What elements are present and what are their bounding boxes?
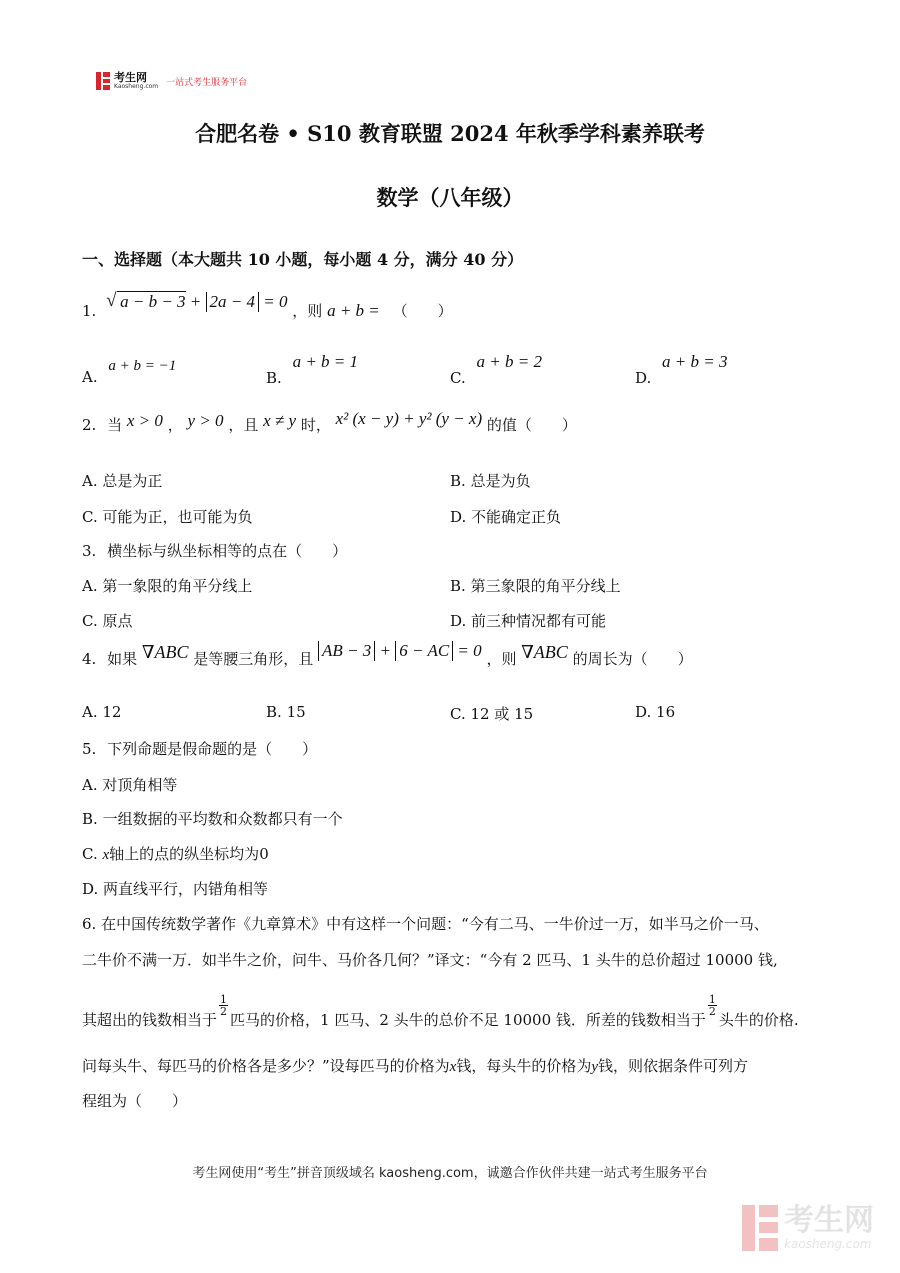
q6-line-3: 其超出的钱数相当于 $\frac{1}{2}$ 匹马的价格，1 匹马、2 头牛的总价不足 10000 钱．所差的钱数相当于 $\frac{1}{2}$ 头牛的价格.	[82, 992, 799, 1029]
q3-option-d[interactable]: D. 前三种情况都有可能	[450, 612, 607, 630]
question-5: 5. 下列命题是假命题的是（ ）	[82, 740, 318, 758]
sqrt-expr: √ a − b − 3	[117, 291, 185, 312]
watermark	[742, 1205, 874, 1251]
fraction-half: $\frac{1}{2}$	[708, 992, 716, 1018]
q1-option-b[interactable]: B. a + b = 1	[266, 352, 359, 387]
q5-option-a[interactable]: A. 对顶角相等	[82, 776, 178, 794]
watermark-logo-icon	[742, 1205, 778, 1251]
watermark-text: 考生网	[784, 1203, 874, 1238]
fraction-half: $\frac{1}{2}$	[220, 992, 228, 1018]
q6-line-2: 二牛价不满一万．如半牛之价，问牛、马价各几何？”译文：“今有 2 匹马、1 头牛的总价超过 10000 钱,	[82, 951, 778, 969]
q1-option-a[interactable]: A. a + b = −1	[82, 358, 177, 386]
footer-text: 考生网使用“考生”拼音顶级域名 kaosheng.com，诚邀合作伙伴共建一站式考生服务平台	[192, 1166, 708, 1181]
header-logo	[96, 72, 247, 90]
q2-option-b[interactable]: B. 总是为负	[450, 472, 531, 490]
question-number: 2.	[82, 416, 97, 434]
question-number: 4.	[82, 650, 97, 668]
q1-option-c[interactable]: C. a + b = 2	[450, 352, 542, 387]
q2-option-a[interactable]: A. 总是为正	[82, 472, 163, 490]
q1-text-mid: ，则	[292, 302, 323, 320]
q5-option-d[interactable]: D. 两直线平行，内错角相等	[82, 880, 269, 898]
q2-option-d[interactable]: D. 不能确定正负	[450, 508, 562, 526]
q4-equation: AB − 3 + 6 − AC = 0	[318, 641, 482, 660]
watermark-sub: kaosheng.com	[784, 1237, 872, 1251]
logo-text: 考生网	[114, 70, 147, 84]
q1-option-d[interactable]: D. a + b = 3	[635, 352, 728, 387]
logo-icon	[96, 72, 110, 90]
q6-line-5: 程组为（ ）	[82, 1092, 188, 1110]
q1-equation: √ a − b − 3 + 2a − 4 = 0	[117, 292, 287, 311]
q4-option-c[interactable]: C. 12 或 15	[450, 705, 534, 723]
logo-slogan: 一站式考生服务平台	[166, 77, 248, 88]
q4-option-a[interactable]: A. 12	[82, 703, 122, 721]
q6-line-1: 6. 在中国传统数学著作《九章算术》中有这样一个问题：“今有二马、一牛价过一万，如半马之价一马、	[82, 915, 769, 933]
section-heading: 一、选择题（本大题共 10 小题，每小题 4 分，满分 40 分）	[82, 250, 524, 269]
page-title: 合肥名卷 • S10 教育联盟 2024 年秋季学科素养联考	[195, 121, 705, 146]
question-number: 3.	[82, 542, 97, 560]
q4-option-b[interactable]: B. 15	[266, 703, 306, 721]
answer-paren: （ ）	[392, 302, 453, 320]
q5-option-b[interactable]: B. 一组数据的平均数和众数都只有一个	[82, 810, 343, 828]
question-4: 4. 如果 ∇ABC 是等腰三角形，且 AB − 3 + 6 − AC = 0 ，则 ∇ABC 的周长为（ ）	[82, 641, 693, 668]
q1-target: a + b =	[327, 301, 380, 320]
page-subtitle: 数学（八年级）	[376, 185, 524, 210]
q2-option-c[interactable]: C. 可能为正，也可能为负	[82, 508, 253, 526]
question-number: 5.	[82, 740, 97, 758]
q3-option-b[interactable]: B. 第三象限的角平分线上	[450, 577, 621, 595]
q4-option-d[interactable]: D. 16	[635, 703, 676, 721]
question-number: 1.	[82, 302, 97, 320]
q5-option-c[interactable]: C. x轴上的点的纵坐标均为0	[82, 845, 269, 863]
q6-line-4: 问每头牛、每匹马的价格各是多少？”设每匹马的价格为x钱，每头牛的价格为y钱，则依据条件可列方	[82, 1057, 749, 1075]
logo-sub: Kaosheng.com	[114, 82, 159, 90]
question-1	[82, 292, 453, 321]
q3-option-a[interactable]: A. 第一象限的角平分线上	[82, 577, 253, 595]
abs-expr: 2a − 4	[206, 292, 259, 312]
question-2: 2. 当 x > 0 ， y > 0 ，且 x ≠ y 时， x² (x − y) + y² (y − x) 的值（ ）	[82, 409, 577, 434]
question-3: 3. 横坐标与纵坐标相等的点在（ ）	[82, 542, 348, 560]
q3-option-c[interactable]: C. 原点	[82, 612, 133, 630]
